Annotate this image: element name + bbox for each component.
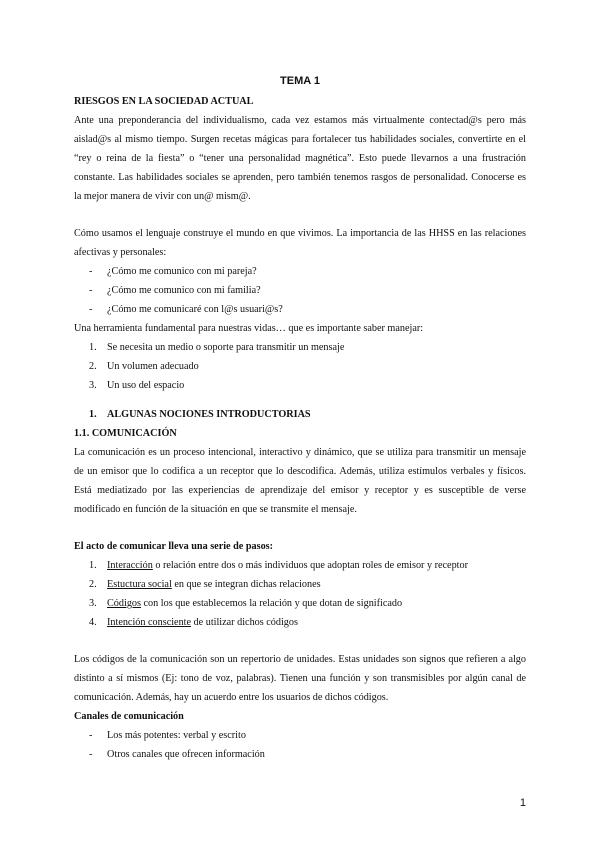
step-text: o relación entre dos o más individuos que adoptan roles de emisor y receptor	[152, 560, 468, 571]
list-item-text: Se necesita un medio o soporte para transmitir un mensaje	[107, 342, 345, 353]
list-item-text: ¿Cómo me comunico con mi pareja?	[107, 266, 257, 277]
step-text: con los que establecemos la relación y que dotan de significado	[140, 598, 403, 609]
step-term: Interacción	[107, 560, 153, 571]
language-paragraph: Cómo usamos el lenguaje construye el mundo en que vivimos. La importancia de las HHSS en las relaciones afectivas y personales:	[74, 228, 526, 258]
questions-list	[74, 262, 526, 319]
list-item: - Otros canales que ofrecen información	[89, 749, 265, 760]
spacer	[74, 519, 526, 537]
step-text: en que se integran dichas relaciones	[171, 579, 321, 590]
tool-list	[74, 338, 526, 395]
list-item-text: Otros canales que ofrecen información	[107, 749, 265, 760]
steps-list	[74, 556, 526, 632]
list-item: 3. Códigos con los que establecemos la relación y que dotan de significado	[89, 598, 403, 609]
list-item-text: Los más potentes: verbal y escrito	[107, 730, 246, 741]
intro-heading: RIESGOS EN LA SOCIEDAD ACTUAL	[74, 96, 254, 107]
spacer	[74, 206, 526, 224]
list-item: 2. Estuctura social en que se integran dichas relaciones	[89, 579, 321, 590]
list-item: 3. Un uso del espacio	[89, 380, 185, 391]
section-heading	[74, 405, 526, 424]
codes-paragraph: Los códigos de la comunicación son un repertorio de unidades. Estas unidades son signos que refieren a algo distinto a sí mismos (Ej: tono de voz, palabras). Tienen una función y son transmisibles por algún canal de comunicación. Además, hay un acuerdo entre los usuarios de dichos códigos.	[74, 654, 526, 703]
document-title: TEMA 1	[280, 75, 320, 87]
list-item-text: Un uso del espacio	[107, 380, 185, 391]
list-item: - ¿Cómo me comunico con mi pareja?	[89, 266, 257, 277]
list-item-text: ¿Cómo me comunicaré con l@s usuari@s?	[107, 304, 283, 315]
list-item: - Los más potentes: verbal y escrito	[89, 730, 246, 741]
section-number: 1.	[89, 409, 97, 420]
step-text: de utilizar dichos códigos	[191, 617, 298, 628]
list-item: - ¿Cómo me comunicaré con l@s usuari@s?	[89, 304, 283, 315]
communication-paragraph: La comunicación es un proceso intencional, interactivo y dinámico, que se utiliza para transmitir un mensaje de un emisor que lo codifica a un receptor que lo descodifica. Además, utiliza estímulos verbales y físicos. Está mediatizado por las experiencias de aprendizaje del emisor y receptor y es susceptible de verse modificado en función de la situación en que se transmite el mensaje.	[74, 447, 526, 515]
intro-paragraph: Ante una preponderancia del individualismo, cada vez estamos más virtualmente contectad@s pero más aislad@s al mismo tiempo. Surgen recetas mágicas para fortalecer tus habilidades sociales, convertirte en el “rey o reina de la fiesta” o “tener una personalidad magnética”. Esto puede llevarnos a una frustración constante. Las habilidades sociales se aprenden, pero también tenemos rasgos de personalidad. Conocerse es la mejor manera de vivir con un@ mism@.	[74, 115, 526, 202]
step-term: Estuctura social	[107, 579, 172, 590]
list-item: 1. Se necesita un medio o soporte para transmitir un mensaje	[89, 342, 345, 353]
spacer	[74, 632, 526, 650]
step-term: Códigos	[107, 598, 141, 609]
list-item: 1. Interacción o relación entre dos o más individuos que adoptan roles de emisor y receptor	[89, 560, 468, 571]
channels-list	[74, 726, 526, 764]
page-number: 1	[519, 797, 526, 809]
list-item-text: ¿Cómo me comunico con mi familia?	[107, 285, 261, 296]
channels-heading: Canales de comunicación	[74, 711, 184, 722]
subsection-heading: 1.1. COMUNICACIÓN	[74, 428, 177, 439]
tool-sentence: Una herramienta fundamental para nuestras vidas… que es importante saber manejar:	[74, 323, 424, 334]
section-title: ALGUNAS NOCIONES INTRODUCTORIAS	[107, 409, 311, 420]
steps-heading: El acto de comunicar lleva una serie de pasos:	[74, 541, 274, 552]
step-term: Intención consciente	[107, 617, 192, 628]
list-item: 4. Intención consciente de utilizar dichos códigos	[89, 617, 298, 628]
list-item-text: Un volumen adecuado	[107, 361, 199, 372]
list-item: - ¿Cómo me comunico con mi familia?	[89, 285, 261, 296]
list-item: 2. Un volumen adecuado	[89, 361, 199, 372]
